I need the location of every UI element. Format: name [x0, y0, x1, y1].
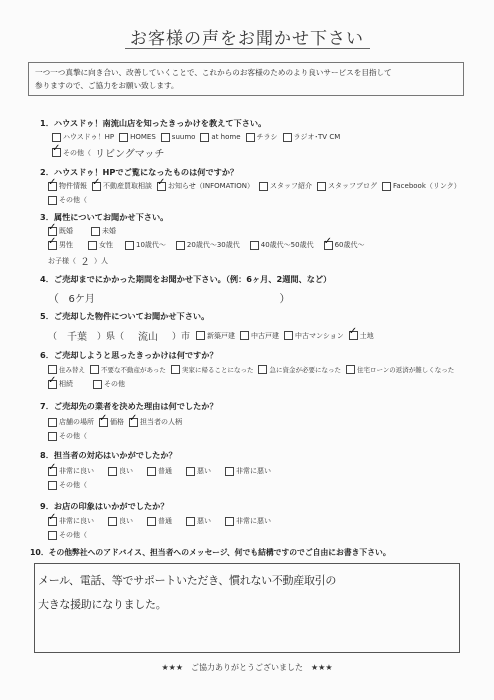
checkbox[interactable]: [382, 182, 391, 191]
checkbox[interactable]: [125, 241, 134, 250]
checkbox[interactable]: [171, 365, 180, 374]
checkbox[interactable]: [48, 196, 57, 205]
q6-option[interactable]: 住宅ローンの返済が難しくなった: [346, 365, 454, 374]
checkbox[interactable]: [48, 481, 57, 490]
checkbox[interactable]: [108, 467, 117, 476]
q8-label: 8．担当者の対応はいかがでしたか？: [40, 450, 177, 460]
q1-other-label: その他（: [63, 148, 91, 157]
comment-line-2: 大きな援助になりました。: [38, 598, 167, 611]
q8-option[interactable]: 普通: [147, 466, 172, 476]
checkbox[interactable]: [48, 531, 57, 540]
q5-type-option[interactable]: 新築戸建: [196, 331, 235, 341]
q7-option[interactable]: ✓ 担当者の人柄: [129, 417, 182, 427]
children-label: お子様（: [48, 256, 76, 265]
q2-options: [48, 181, 466, 191]
checkbox[interactable]: [52, 133, 61, 142]
checkbox[interactable]: [48, 365, 57, 374]
q5-type-option[interactable]: 中古マンション: [284, 331, 344, 341]
checkbox-checked[interactable]: [324, 241, 333, 250]
q2-option[interactable]: ✓ 不動産買取相談: [92, 181, 152, 191]
checkbox[interactable]: [48, 432, 57, 441]
q5-location: [48, 328, 379, 343]
q1-option[interactable]: ハウスドゥ！HP: [52, 132, 114, 142]
checkbox[interactable]: [246, 133, 255, 142]
q8-option[interactable]: 良い: [108, 466, 133, 476]
q7-label: 7．ご売却先の業者を決めた理由は何でしたか？: [40, 401, 218, 411]
q2-option[interactable]: ✓ お知らせ（INFOMATION）: [157, 181, 254, 191]
q1-label: 1．ハウスドゥ！南流山店を知ったきっかけを教えて下さい。: [40, 118, 267, 128]
paren-open: （: [48, 332, 58, 342]
q3-ages: [48, 240, 370, 250]
checkbox[interactable]: [161, 133, 170, 142]
prefecture-value[interactable]: 千葉: [67, 332, 88, 343]
checkbox[interactable]: [91, 227, 100, 236]
city-suffix: ）市: [172, 332, 191, 342]
checkbox[interactable]: [225, 467, 234, 476]
q2-option[interactable]: スタッフ紹介: [259, 181, 312, 191]
q2-option[interactable]: スタッフブログ: [317, 181, 377, 191]
checkbox-checked[interactable]: [48, 227, 57, 236]
checkbox[interactable]: [283, 133, 292, 142]
checkbox-checked[interactable]: [48, 241, 57, 250]
checkbox[interactable]: [119, 133, 128, 142]
q7-options: [48, 417, 187, 427]
intro-line-2: 参りますので、ご協力をお願い致します。: [35, 81, 179, 90]
checkbox[interactable]: [259, 182, 268, 191]
q3-marital-option[interactable]: ✓ 既婚: [48, 226, 73, 236]
q1-option[interactable]: HOMES: [119, 133, 156, 142]
checkbox[interactable]: [186, 517, 195, 526]
q3-age-option[interactable]: 20歳代〜30歳代: [176, 240, 240, 250]
q1-option[interactable]: ラジオ･TV CM: [283, 132, 341, 142]
q7-option[interactable]: ✓ 価格: [99, 417, 124, 427]
footer-thanks: ★★★ ご協力ありがとうございました ★★★: [161, 663, 333, 672]
q9-option[interactable]: 非常に悪い: [225, 516, 271, 526]
q3-children: [48, 253, 108, 268]
checkbox[interactable]: [317, 182, 326, 191]
paren-open: （: [48, 292, 59, 305]
q1-option[interactable]: at home: [200, 133, 240, 142]
prefecture-suffix: ）県（: [97, 332, 125, 342]
checkbox[interactable]: [240, 331, 249, 340]
checkbox[interactable]: [90, 365, 99, 374]
checkbox[interactable]: [48, 418, 57, 427]
checkbox-checked[interactable]: [129, 418, 138, 427]
q8-other-row: [48, 480, 87, 490]
q6-label: 6．ご売却しようと思ったきっかけは何ですか？: [40, 350, 218, 360]
checkbox[interactable]: [108, 517, 117, 526]
q2-option[interactable]: ✓ 物件情報: [48, 181, 87, 191]
checkbox[interactable]: [88, 241, 97, 250]
q8-option[interactable]: 悪い: [186, 466, 211, 476]
q3-age-option[interactable]: 女性: [88, 240, 113, 250]
q3-marital: [48, 226, 121, 236]
checkbox[interactable]: [346, 365, 355, 374]
page-title: お客様の声をお聞かせ下さい: [130, 29, 364, 49]
checkbox[interactable]: [176, 241, 185, 250]
q5-type-option[interactable]: 中古戸建: [240, 331, 279, 341]
q7-other-label: その他（: [59, 432, 87, 440]
q8-option[interactable]: ✓ 非常に良い: [48, 466, 94, 476]
q3-label: 3．属性についてお聞かせ下さい。: [40, 212, 169, 222]
q1-option[interactable]: チラシ: [246, 132, 278, 142]
q7-option[interactable]: 店舗の場所: [48, 417, 94, 427]
checkbox[interactable]: [196, 331, 205, 340]
q9-label: 9．お店の印象はいかがでしたか？: [40, 501, 169, 511]
intro-line-1: 一つ一つ真摯に向き合い、改善していくことで、これからのお客様のためのより良いサービスを目指して: [35, 68, 392, 77]
q8-other-label: その他（: [59, 481, 87, 489]
q9-option[interactable]: 良い: [108, 516, 133, 526]
checkbox-checked[interactable]: [48, 182, 57, 191]
q1-options: [52, 132, 345, 142]
q5-type-option[interactable]: ✓ 土地: [349, 331, 374, 341]
q6-option[interactable]: 不要な不動産があった: [90, 365, 166, 374]
q10-label: 10．その他弊社へのアドバイス、担当者へのメッセージ、何でも結構ですのでご自由にお書き下さい。: [30, 548, 391, 557]
q2-other-row: [48, 195, 87, 205]
q2-label: 2．ハウスドゥ！HPでご覧になったものは何ですか？: [40, 167, 239, 177]
checkbox-checked[interactable]: [48, 467, 57, 476]
q8-option[interactable]: 非常に悪い: [225, 466, 271, 476]
checkbox[interactable]: [93, 380, 102, 389]
q3-age-option[interactable]: 40歳代〜50歳代: [250, 240, 314, 250]
title-underline: [125, 48, 370, 49]
q7-other-row: [48, 431, 87, 441]
q4-label: 4．ご売却までにかかった期間をお聞かせ下さい。（例：6ヶ月、2週間、など）: [40, 274, 332, 284]
q3-age-option[interactable]: ✓ 男性: [48, 240, 73, 250]
q9-other-row: [48, 530, 87, 540]
checkbox-checked[interactable]: [48, 380, 57, 389]
q6-options: [48, 365, 459, 374]
q9-other-label: その他（: [59, 531, 87, 539]
checkbox[interactable]: [258, 365, 267, 374]
checkbox-checked[interactable]: [92, 182, 101, 191]
q1-other-value[interactable]: リビングマッチ: [95, 149, 165, 160]
q6-option[interactable]: 実家に帰ることになった: [171, 365, 254, 374]
q4-answer: [48, 290, 290, 306]
checkbox[interactable]: [147, 517, 156, 526]
q6-option[interactable]: 急に資金が必要になった: [258, 365, 341, 374]
city-value[interactable]: 流山: [138, 332, 159, 343]
paren-close: ）: [279, 292, 291, 305]
q5-label: 5．ご売却した物件についてお聞かせ下さい。: [40, 311, 210, 321]
children-suffix: ）人: [94, 256, 108, 265]
checkbox[interactable]: [225, 517, 234, 526]
checkbox-checked[interactable]: [157, 182, 166, 191]
q6-options-2: [48, 379, 130, 389]
q6-option[interactable]: その他: [93, 379, 125, 389]
q8-options: [48, 466, 276, 476]
q3-age-option[interactable]: ✓ 60歳代〜: [324, 240, 365, 250]
checkbox[interactable]: [186, 467, 195, 476]
intro-box: [28, 62, 464, 96]
checkbox[interactable]: [284, 331, 293, 340]
q1-option[interactable]: suumo: [161, 133, 196, 142]
checkbox-checked[interactable]: [48, 517, 57, 526]
q2-option[interactable]: Facebook（リンク）: [382, 181, 461, 191]
q3-age-option[interactable]: 10歳代〜: [125, 240, 166, 250]
q1-other-row: [52, 145, 164, 160]
q4-value[interactable]: 6ケ月: [68, 294, 95, 305]
checkbox[interactable]: [147, 467, 156, 476]
children-value[interactable]: ２: [80, 257, 90, 268]
q6-option[interactable]: 住み替え: [48, 365, 85, 374]
q3-marital-option[interactable]: 未婚: [91, 226, 116, 236]
q9-option[interactable]: 悪い: [186, 516, 211, 526]
q6-option[interactable]: ✓ 相続: [48, 379, 73, 389]
checkbox-checked[interactable]: [52, 148, 61, 157]
checkbox-checked[interactable]: [99, 418, 108, 427]
checkbox[interactable]: [200, 133, 209, 142]
q9-option[interactable]: ✓ 非常に良い: [48, 516, 94, 526]
q9-options: [48, 516, 276, 526]
comment-line-1: メール、電話、等でサポートいただき、慣れない不動産取引の: [38, 574, 337, 587]
q2-other-label: その他（: [59, 196, 87, 204]
checkbox-checked[interactable]: [349, 331, 358, 340]
checkbox[interactable]: [250, 241, 259, 250]
q9-option[interactable]: 普通: [147, 516, 172, 526]
